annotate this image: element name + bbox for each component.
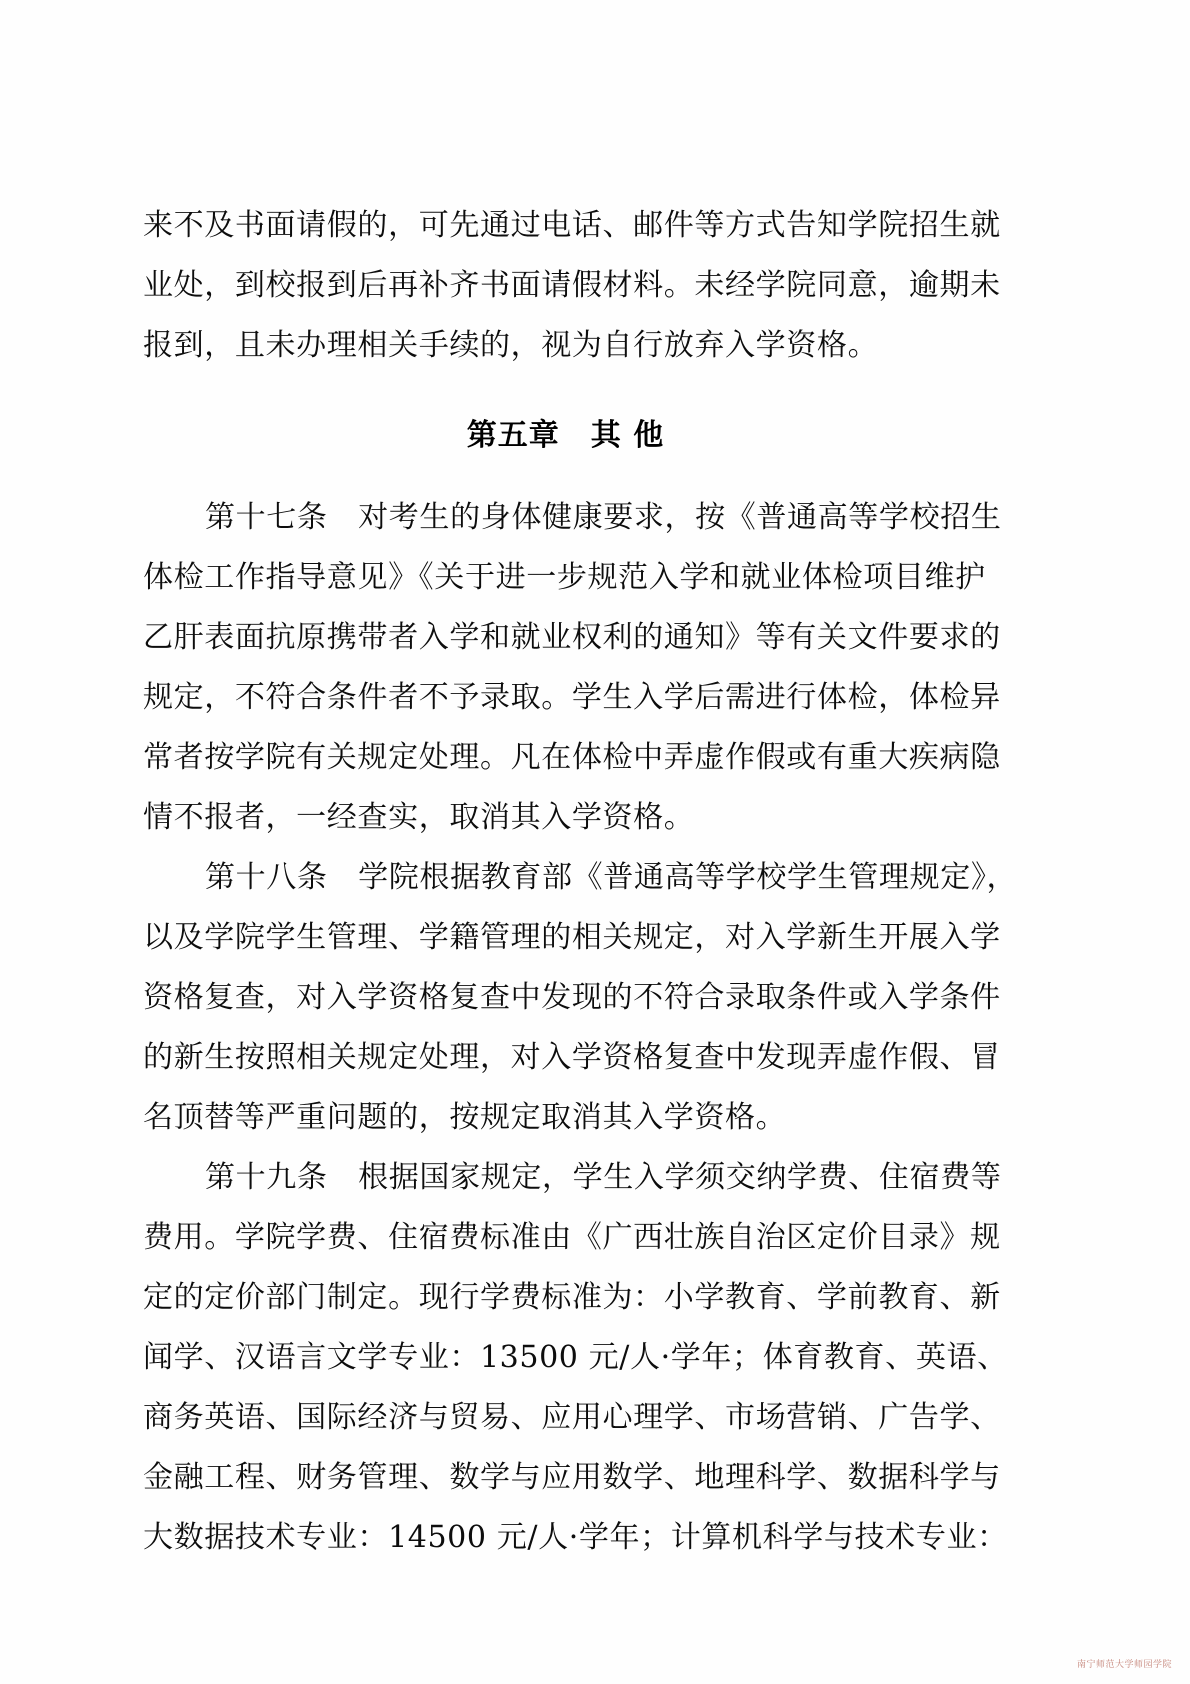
text-line: 费用。学院学费、住宿费标准由《广西壮族自治区定价目录》规 [143,1220,1001,1255]
article-18-paragraph [143,848,1018,1148]
chapter-heading: 第五章 其 他 [466,418,665,453]
text-line: 以及学院学生管理、学籍管理的相关规定，对入学新生开展入学 [143,920,1001,955]
text-line: 规定，不符合条件者不予录取。学生入学后需进行体检，体检异 [143,680,1001,715]
document-text-column [143,196,1018,1568]
text-line: 商务英语、国际经济与贸易、应用心理学、市场营销、广告学、 [143,1400,1001,1435]
text-line: 名顶替等严重问题的，按规定取消其入学资格。 [143,1100,787,1135]
text-line: 定的定价部门制定。现行学费标准为：小学教育、学前教育、新 [143,1280,1001,1315]
text-line: 第十八条 学院根据教育部《普通高等学校学生管理规定》， [205,860,1018,895]
text-line: 金融工程、财务管理、数学与应用数学、地理科学、数据科学与 [143,1460,1001,1495]
continuation-paragraph [143,196,1001,376]
text-line: 来不及书面请假的，可先通过电话、邮件等方式告知学院招生就 [143,208,1001,243]
text-line: 第十九条 根据国家规定，学生入学须交纳学费、住宿费等 [205,1160,1002,1195]
text-line: 大数据技术专业：14500 元/人·学年；计算机科学与技术专业： [143,1520,1008,1555]
text-line: 常者按学院有关规定处理。凡在体检中弄虚作假或有重大疾病隐 [143,740,1001,775]
text-line: 资格复查，对入学资格复查中发现的不符合录取条件或入学条件 [143,980,1001,1015]
text-line: 第十七条 对考生的身体健康要求，按《普通高等学校招生 [205,500,1002,535]
text-line: 业处，到校报到后再补齐书面请假材料。未经学院同意，逾期未 [143,268,1001,303]
article-19-paragraph [143,1148,1008,1568]
text-line: 的新生按照相关规定处理，对入学资格复查中发现弄虚作假、冒 [143,1040,1001,1075]
page-watermark: 南宁师范大学师园学院 [1076,1660,1172,1670]
text-line: 闻学、汉语言文学专业：13500 元/人·学年；体育教育、英语、 [143,1340,1008,1375]
article-17-paragraph [143,488,1002,848]
text-line: 情不报者，一经查实，取消其入学资格。 [143,800,695,835]
text-line: 乙肝表面抗原携带者入学和就业权利的通知》等有关文件要求的 [143,620,1001,655]
text-line: 报到，且未办理相关手续的，视为自行放弃入学资格。 [143,328,879,363]
text-line: 体检工作指导意见》《关于进一步规范入学和就业体检项目维护 [143,560,986,595]
